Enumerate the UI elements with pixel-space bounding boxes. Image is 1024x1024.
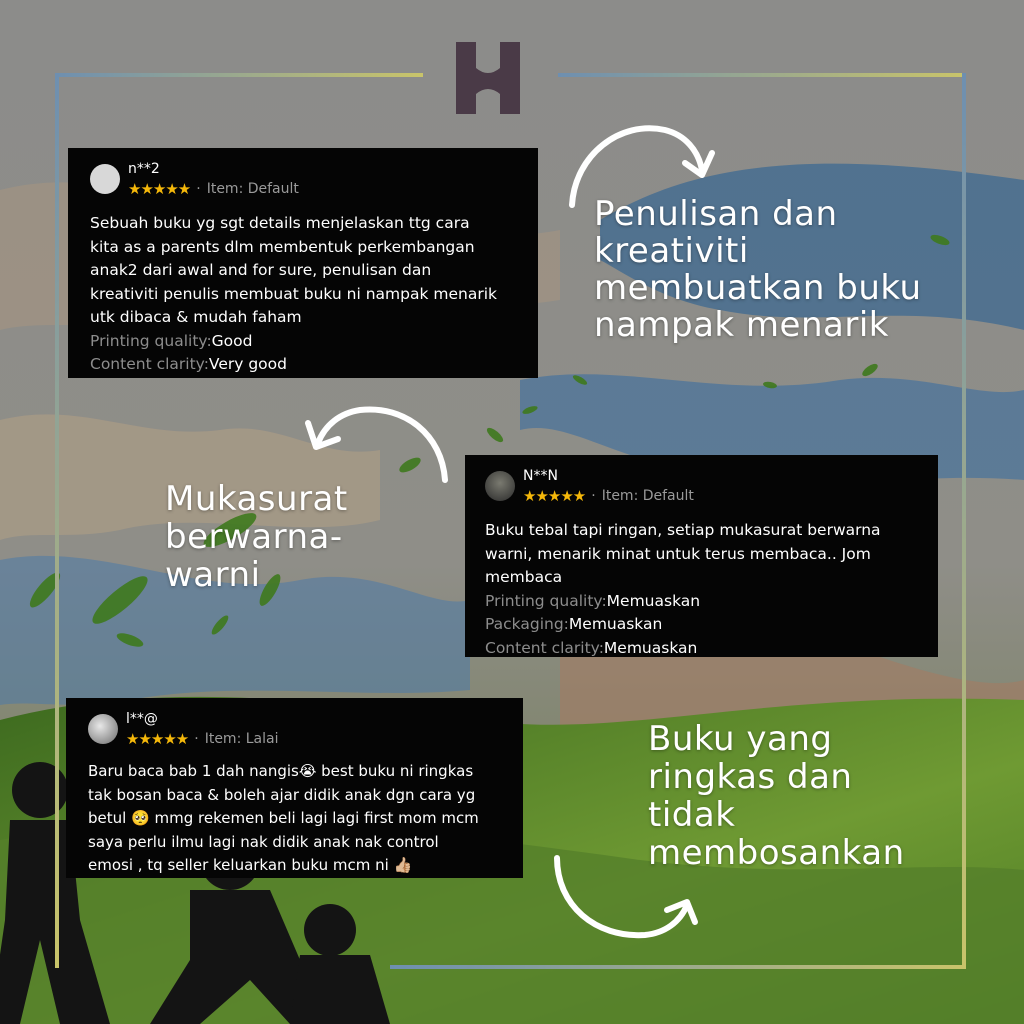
review-text-line: saya perlu ilmu lagi nak didik anak nak control xyxy=(88,832,439,851)
frame-top-left xyxy=(55,73,423,77)
review-text-line: Buku tebal tapi ringan, setiap mukasurat berwarna xyxy=(485,521,881,539)
review-text-line: anak2 dari awal and for sure, penulisan dan xyxy=(90,261,432,279)
attribute-label: Packaging: xyxy=(485,615,569,633)
curved-arrow-icon xyxy=(560,115,720,215)
caption-1 xyxy=(594,196,922,344)
review-card-1 xyxy=(68,148,538,378)
caption-line: tidak xyxy=(648,795,736,835)
attribute-value: Memuaskan xyxy=(603,638,698,657)
review-text-line: kreativiti penulis membuat buku ni nampak menarik xyxy=(90,284,497,303)
attribute-label: Printing quality: xyxy=(485,591,607,610)
review-text-line: membaca xyxy=(485,568,563,586)
separator-dot: · xyxy=(591,488,596,504)
review-text-line: utk dibaca & mudah faham xyxy=(90,308,302,326)
attribute-value: Memuaskan xyxy=(606,591,701,610)
review-text-line: warni, menarik minat untuk terus membaca.. Jom xyxy=(485,544,871,563)
review-text-line: tak bosan baca & boleh ajar didik anak dgn cara yg xyxy=(88,785,476,804)
attribute-value: Very good xyxy=(208,355,287,373)
curved-arrow-icon xyxy=(545,850,705,950)
caption-line: warni xyxy=(165,555,261,595)
separator-dot: · xyxy=(196,181,201,197)
caption-line: Buku yang xyxy=(648,719,833,759)
item-variant: Item: Default xyxy=(601,488,694,504)
review-card-3 xyxy=(66,698,523,878)
caption-line: berwarna- xyxy=(165,517,343,557)
avatar xyxy=(90,164,120,194)
frame-right xyxy=(962,73,966,968)
review-text-line: emosi , tq seller keluarkan buku mcm ni 👍🏼 xyxy=(88,856,413,874)
attribute-label: Printing quality: xyxy=(90,331,212,350)
review-text-line: Baru baca bab 1 dah nangis😭 best buku ni ringkas xyxy=(88,762,474,780)
review-text-line: Sebuah buku yg sgt details menjelaskan ttg cara xyxy=(90,214,470,232)
frame-top-right xyxy=(558,73,966,77)
attribute-label: Content clarity: xyxy=(485,638,604,657)
avatar xyxy=(88,714,118,744)
curved-arrow-icon xyxy=(300,395,460,495)
caption-line: membuatkan buku xyxy=(594,268,922,308)
caption-line: ringkas dan xyxy=(648,757,853,797)
reviewer-name: n**2 xyxy=(128,161,160,177)
review-card-2 xyxy=(465,455,938,657)
attribute-value: Memuaskan xyxy=(568,615,663,633)
caption-2 xyxy=(165,480,348,594)
caption-line: Mukasurat xyxy=(165,479,348,519)
review-text-line: betul 🥺 mmg rekemen beli lagi lagi first mom mcm xyxy=(88,809,479,827)
caption-line: Penulisan dan xyxy=(594,194,838,234)
separator-dot: · xyxy=(194,731,199,747)
h-letter-logo-icon xyxy=(452,38,524,118)
item-variant: Item: Lalai xyxy=(204,731,279,747)
review-text-line: kita as a parents dlm membentuk perkembangan xyxy=(90,237,475,256)
star-rating: ★★★★★ xyxy=(523,487,586,505)
avatar xyxy=(485,471,515,501)
caption-line: membosankan xyxy=(648,833,905,873)
caption-line: kreativiti xyxy=(594,231,749,271)
star-rating: ★★★★★ xyxy=(128,180,191,198)
item-variant: Item: Default xyxy=(206,181,299,197)
star-rating: ★★★★★ xyxy=(126,730,189,748)
caption-line: nampak menarik xyxy=(594,305,889,345)
reviewer-name: l**@ xyxy=(126,711,158,727)
attribute-value: Good xyxy=(211,331,253,350)
frame-bottom xyxy=(390,965,966,969)
frame-left xyxy=(55,73,59,968)
reviewer-name: N**N xyxy=(523,468,558,484)
attribute-label: Content clarity: xyxy=(90,355,209,373)
